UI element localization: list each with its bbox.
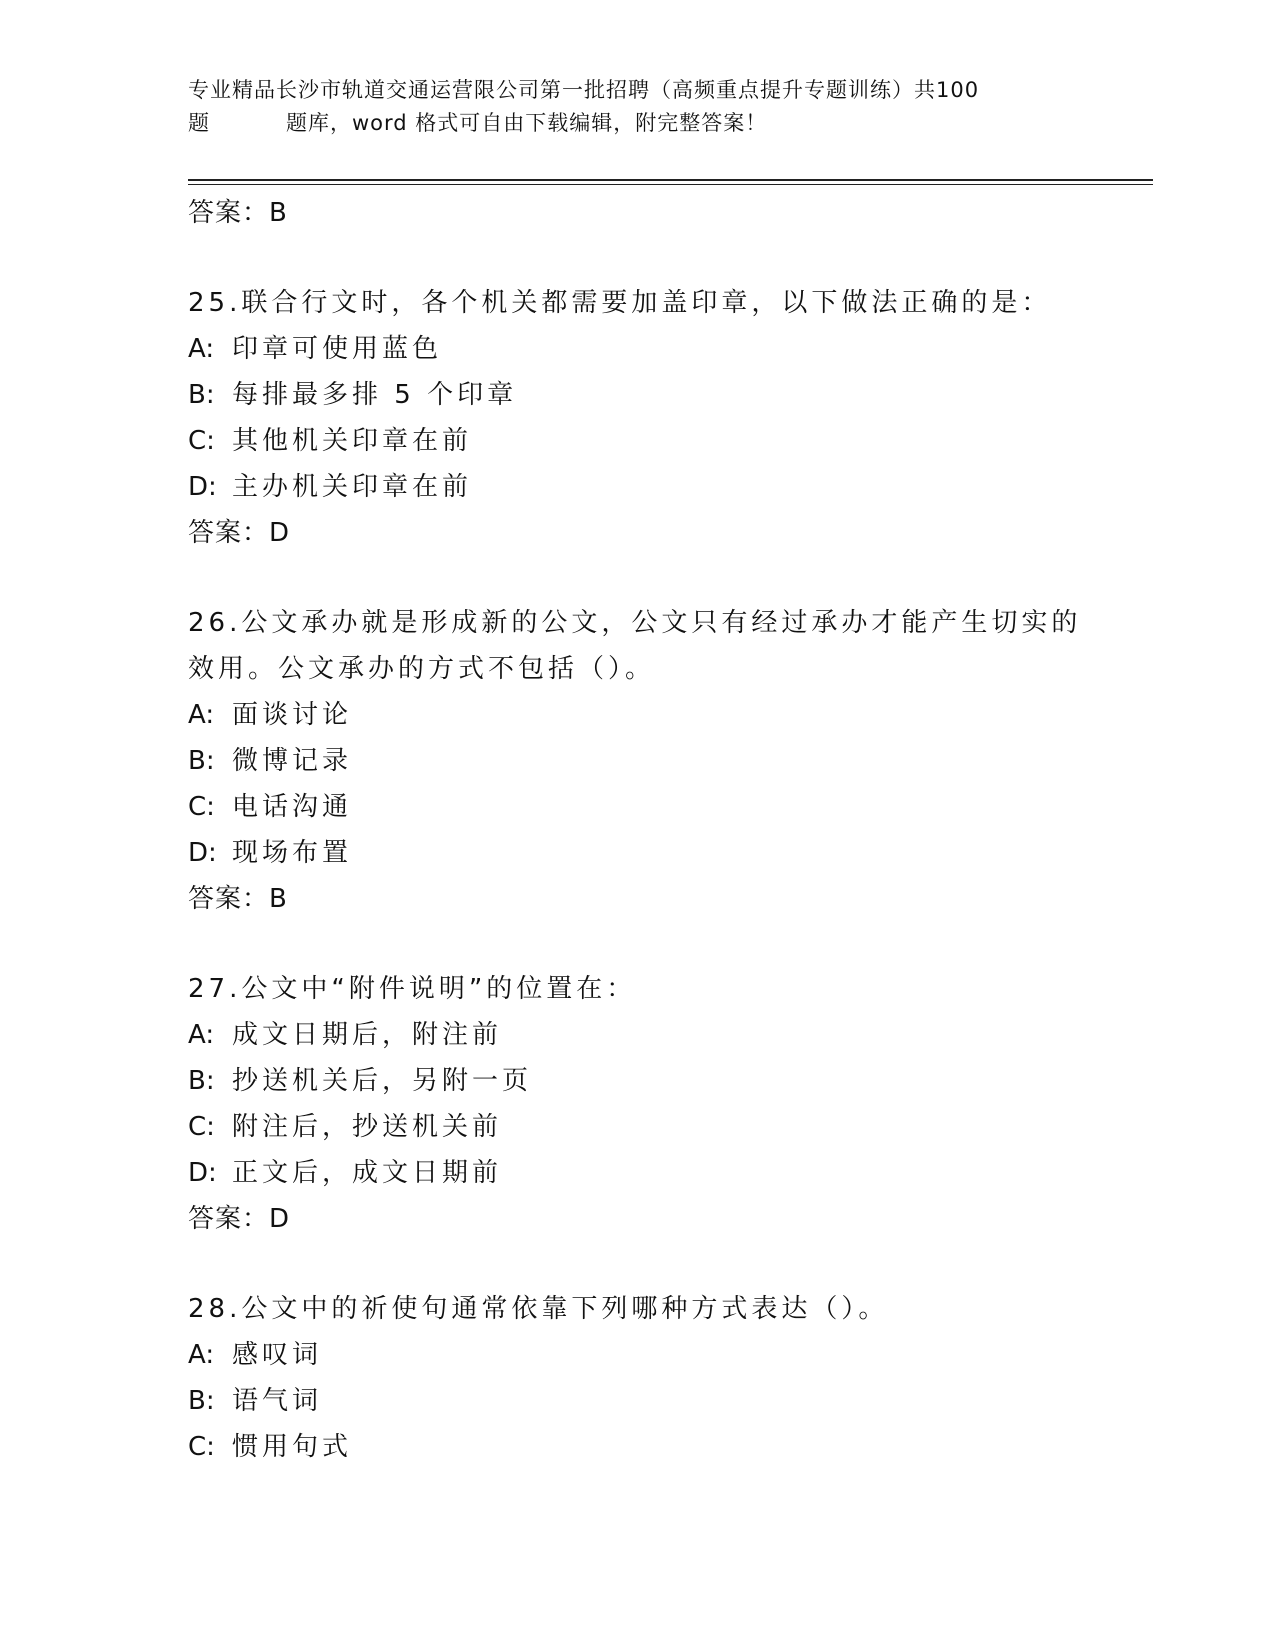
option-letter: C: — [188, 792, 215, 822]
option-letter: A: — [188, 700, 215, 730]
option-text: 每排最多排 5 个印章 — [232, 380, 518, 410]
header-divider-thick — [188, 179, 1153, 181]
option-letter: A: — [188, 1340, 215, 1370]
question-25 — [188, 280, 1088, 556]
option-c — [188, 784, 1088, 830]
option-text: 面谈讨论 — [232, 700, 353, 730]
option-b — [188, 372, 1088, 418]
question-26 — [188, 600, 1088, 922]
option-letter: A: — [188, 1020, 215, 1050]
option-text: 印章可使用蓝色 — [232, 334, 443, 364]
option-d — [188, 830, 1088, 876]
option-text: 微博记录 — [232, 746, 353, 776]
option-text: 成文日期后，附注前 — [232, 1020, 503, 1050]
question-stem: 27.公文中“附件说明”的位置在： — [188, 974, 637, 1004]
header-line-2-rest: 题库，word 格式可自由下载编辑，附完整答案！ — [286, 111, 768, 135]
question-28 — [188, 1286, 1088, 1470]
option-text: 主办机关印章在前 — [232, 472, 473, 502]
option-d — [188, 464, 1088, 510]
option-text: 感叹词 — [232, 1340, 323, 1370]
option-letter: B: — [188, 1066, 215, 1096]
option-b — [188, 1058, 1088, 1104]
answer-line: 答案：D — [188, 518, 291, 548]
question-stem: 28.公文中的祈使句通常依靠下列哪种方式表达（）。 — [188, 1294, 889, 1324]
question-stem: 25.联合行文时，各个机关都需要加盖印章，以下做法正确的是： — [188, 288, 1052, 318]
header-line-2 — [188, 107, 1088, 140]
option-text: 电话沟通 — [232, 792, 353, 822]
option-b — [188, 738, 1088, 784]
option-a — [188, 1012, 1088, 1058]
option-text: 语气词 — [232, 1386, 323, 1416]
option-text: 抄送机关后，另附一页 — [232, 1066, 533, 1096]
option-c — [188, 1104, 1088, 1150]
question-list — [188, 190, 1088, 1470]
previous-question-answer: 答案：B — [188, 198, 288, 228]
option-letter: C: — [188, 426, 215, 456]
option-letter: C: — [188, 1112, 215, 1142]
option-b — [188, 1378, 1088, 1424]
option-letter: B: — [188, 380, 215, 410]
header-line-2-lead: 题 — [188, 111, 210, 135]
answer-line: 答案：B — [188, 884, 288, 914]
option-letter: D: — [188, 472, 217, 502]
option-c — [188, 418, 1088, 464]
answer-line: 答案：D — [188, 1204, 291, 1234]
option-text: 现场布置 — [232, 838, 353, 868]
option-text: 附注后，抄送机关前 — [232, 1112, 503, 1142]
option-a — [188, 1332, 1088, 1378]
option-text: 其他机关印章在前 — [232, 426, 473, 456]
header-line-1: 专业精品长沙市轨道交通运营限公司第一批招聘（高频重点提升专题训练）共100 — [188, 78, 980, 102]
option-letter: B: — [188, 1386, 215, 1416]
option-text: 惯用句式 — [232, 1432, 353, 1462]
option-letter: A: — [188, 334, 215, 364]
option-letter: D: — [188, 838, 217, 868]
question-stem: 26.公文承办就是形成新的公文，公文只有经过承办才能产生切实的效用。公文承办的方式不包括（）。 — [188, 608, 1082, 684]
document-header — [188, 74, 1088, 140]
header-divider-thin — [188, 184, 1153, 185]
option-a — [188, 692, 1088, 738]
option-a — [188, 326, 1088, 372]
option-letter: C: — [188, 1432, 215, 1462]
question-27 — [188, 966, 1088, 1242]
option-letter: B: — [188, 746, 215, 776]
option-text: 正文后，成文日期前 — [232, 1158, 503, 1188]
option-d — [188, 1150, 1088, 1196]
option-letter: D: — [188, 1158, 217, 1188]
option-c — [188, 1424, 1088, 1470]
